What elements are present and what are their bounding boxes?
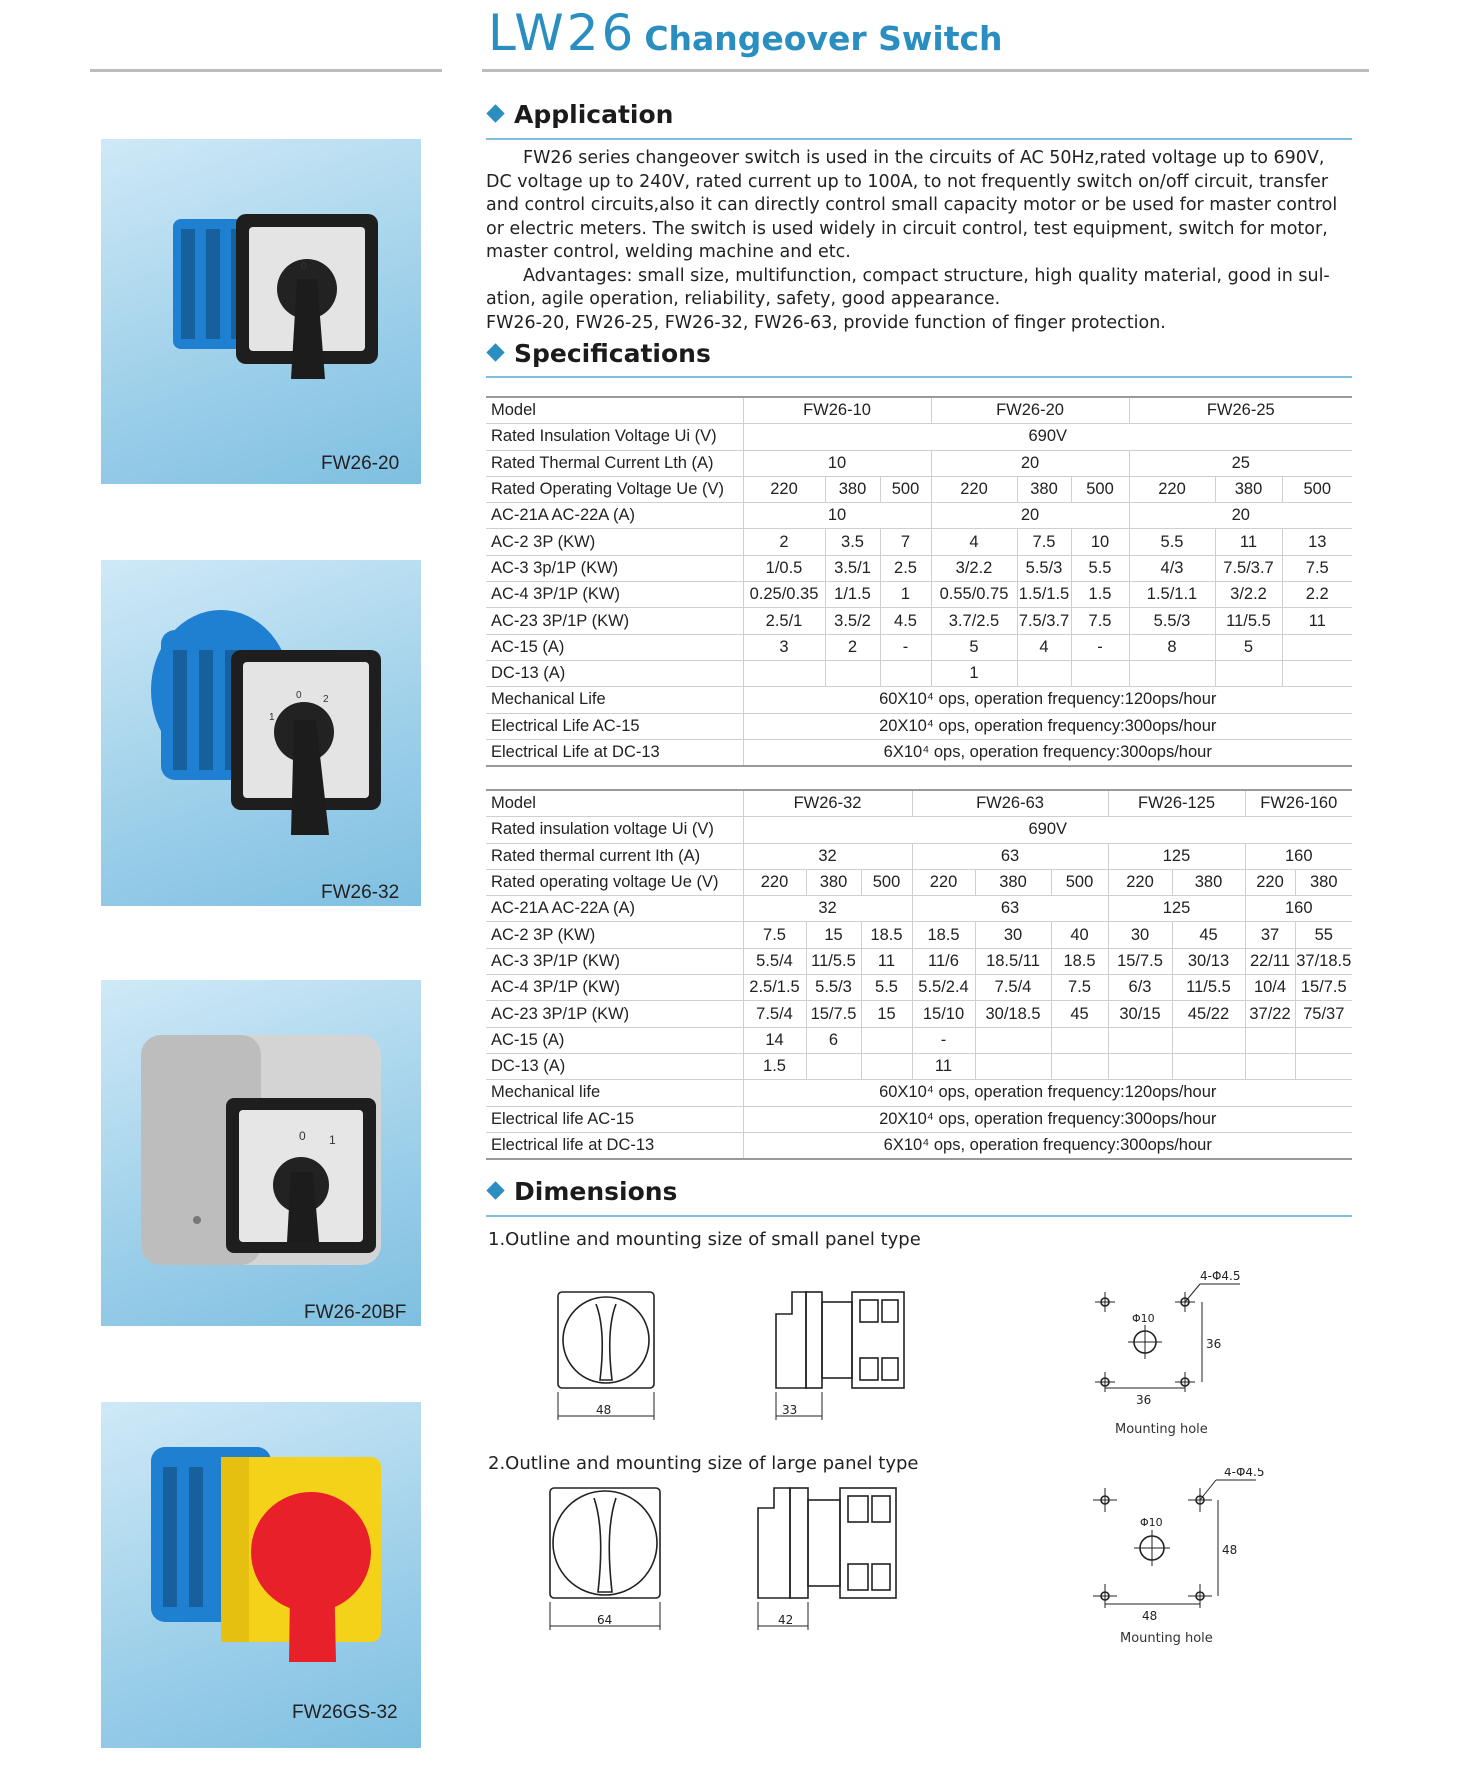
spec-value-cell: 6/3	[1108, 975, 1172, 1001]
svg-text:1: 1	[269, 712, 275, 723]
spec-value-cell: 5.5/4	[743, 948, 806, 974]
spec-row	[486, 869, 1352, 895]
spec-value-cell: 45/22	[1172, 1001, 1245, 1027]
spec-value-cell: 40	[1051, 922, 1108, 948]
spec-row	[486, 1106, 1352, 1132]
spec-row	[486, 608, 1352, 634]
spec-value-cell: 30	[1108, 922, 1172, 948]
header-rule-left	[90, 69, 442, 72]
spec-value-cell: 20	[931, 503, 1129, 529]
spec-row-label: AC-4 3P/1P (KW)	[486, 582, 743, 608]
spec-row-label: Rated Thermal Current Lth (A)	[486, 450, 743, 476]
spec-row-label: Model	[486, 397, 743, 424]
spec-value-cell: 11/5.5	[806, 948, 861, 974]
spec-value-cell: 500	[1071, 476, 1129, 502]
spec-value-cell: 11/6	[912, 948, 975, 974]
svg-text:0: 0	[301, 261, 307, 272]
spec-value-cell: 13	[1282, 529, 1352, 555]
spec-value-cell	[1051, 1053, 1108, 1079]
spec-value-cell: 380	[1017, 476, 1071, 502]
large-panel-drawings	[540, 1468, 1340, 1648]
switch-illustration	[101, 560, 421, 906]
spec-value-cell: 75/37	[1295, 1001, 1352, 1027]
paragraph-line: master control, welding machine and etc.	[486, 242, 851, 262]
spec-value-cell: 220	[1108, 869, 1172, 895]
spec-value-cell: 220	[743, 869, 806, 895]
dim-label: Φ10	[1140, 1516, 1163, 1529]
spec-value-cell: 4	[1017, 634, 1071, 660]
spec-value-cell: 7.5	[1282, 555, 1352, 581]
spec-row-label: Rated insulation voltage Ui (V)	[486, 817, 743, 843]
spec-row-label: Electrical Life at DC-13	[486, 739, 743, 766]
title-code: LW26	[488, 4, 637, 62]
spec-table-1	[486, 396, 1352, 767]
spec-row-label: Rated Operating Voltage Ue (V)	[486, 476, 743, 502]
spec-value-cell: 32	[743, 843, 912, 869]
spec-value-cell: 5.5	[1071, 555, 1129, 581]
spec-row	[486, 790, 1352, 817]
spec-value-cell	[1051, 1027, 1108, 1053]
spec-value-cell: 15	[861, 1001, 912, 1027]
product-photo-fw26-32	[101, 560, 421, 906]
spec-value-cell	[1071, 660, 1129, 686]
spec-value-cell: 500	[1051, 869, 1108, 895]
section-rule	[486, 1215, 1352, 1217]
spec-value-cell: 1.5/1.5	[1017, 582, 1071, 608]
spec-value-cell: 5.5	[861, 975, 912, 1001]
spec-row-label: Mechanical Life	[486, 687, 743, 713]
spec-value-cell: 30	[975, 922, 1051, 948]
mounting-hole-caption: Mounting hole	[1120, 1631, 1213, 1646]
spec-value-cell: 380	[1295, 869, 1352, 895]
spec-value-cell: 7.5/3.7	[1215, 555, 1282, 581]
spec-value-cell: 380	[825, 476, 880, 502]
product-caption: FW26-20	[321, 453, 400, 474]
spec-value-cell: 32	[743, 896, 912, 922]
product-caption: FW26-32	[321, 882, 400, 903]
section-heading: Specifications	[514, 339, 711, 368]
spec-row-label: AC-23 3P/1P (KW)	[486, 608, 743, 634]
spec-value-cell: 4	[931, 529, 1017, 555]
title-name: Changeover Switch	[644, 19, 1003, 58]
spec-value-cell: 0.25/0.35	[743, 582, 825, 608]
spec-value-cell: 500	[1282, 476, 1352, 502]
spec-value-cell: 15/10	[912, 1001, 975, 1027]
spec-value-cell: 15	[806, 922, 861, 948]
spec-value-cell: 220	[1245, 869, 1295, 895]
spec-value-cell: 0.55/0.75	[931, 582, 1017, 608]
spec-value-cell: 3.5	[825, 529, 880, 555]
spec-value-cell: 11	[912, 1053, 975, 1079]
svg-text:0: 0	[299, 1129, 306, 1143]
mounting-hole-caption: Mounting hole	[1115, 1422, 1208, 1437]
spec-row	[486, 450, 1352, 476]
spec-value-cell: 45	[1172, 922, 1245, 948]
spec-value-cell: 7.5	[1071, 608, 1129, 634]
spec-value-cell: 220	[931, 476, 1017, 502]
spec-value-cell: 18.5	[861, 922, 912, 948]
spec-value-cell: 7.5	[743, 922, 806, 948]
spec-value-cell: 11	[861, 948, 912, 974]
spec-value-cell	[1017, 660, 1071, 686]
spec-value-cell	[806, 1053, 861, 1079]
spec-row	[486, 1001, 1352, 1027]
spec-row-label: AC-21A AC-22A (A)	[486, 503, 743, 529]
spec-value-cell	[1245, 1027, 1295, 1053]
spec-value-cell: 10	[743, 450, 931, 476]
spec-value-cell	[861, 1027, 912, 1053]
spec-value-cell	[1172, 1053, 1245, 1079]
switch-illustration	[101, 139, 421, 484]
spec-row-label: AC-3 3p/1P (KW)	[486, 555, 743, 581]
spec-value-cell: 380	[1215, 476, 1282, 502]
spec-value-cell: 4/3	[1129, 555, 1215, 581]
spec-value-cell: 2	[743, 529, 825, 555]
dim-label: 36	[1206, 1337, 1222, 1351]
paragraph-line: ation, agile operation, reliability, safety, good appearance.	[486, 289, 1001, 309]
product-photo-fw26-20	[101, 139, 421, 484]
spec-value-cell: -	[1071, 634, 1129, 660]
spec-value-cell: 7.5/4	[743, 1001, 806, 1027]
spec-row	[486, 687, 1352, 713]
dimension-title-large: 2.Outline and mounting size of large panel type	[488, 1453, 919, 1474]
spec-row-label: Model	[486, 790, 743, 817]
spec-row	[486, 529, 1352, 555]
spec-value-cell	[1108, 1053, 1172, 1079]
spec-row	[486, 713, 1352, 739]
spec-value-cell: 160	[1245, 843, 1352, 869]
spec-value-cell: 11	[1215, 529, 1282, 555]
spec-value-cell: 45	[1051, 1001, 1108, 1027]
spec-row	[486, 817, 1352, 843]
spec-row	[486, 582, 1352, 608]
paragraph-line: FW26 series changeover switch is used in the circuits of AC 50Hz,rated voltage up to 690V,	[523, 148, 1325, 168]
spec-value-cell: 5.5/3	[806, 975, 861, 1001]
spec-row-label: Electrical Life AC-15	[486, 713, 743, 739]
spec-row-label: AC-15 (A)	[486, 634, 743, 660]
spec-value-cell	[1129, 660, 1215, 686]
spec-value-cell: 3.5/1	[825, 555, 880, 581]
spec-row	[486, 397, 1352, 424]
spec-value-cell: 60X10⁴ ops, operation frequency:120ops/hour	[743, 687, 1352, 713]
spec-value-cell: 30/13	[1172, 948, 1245, 974]
spec-value-cell: 6X10⁴ ops, operation frequency:300ops/hour	[743, 739, 1352, 766]
spec-row	[486, 922, 1352, 948]
spec-value-cell: 7.5/3.7	[1017, 608, 1071, 634]
spec-value-cell	[1245, 1053, 1295, 1079]
spec-value-cell: 11/5.5	[1172, 975, 1245, 1001]
spec-value-cell: 1/1.5	[825, 582, 880, 608]
spec-row	[486, 948, 1352, 974]
spec-row	[486, 1053, 1352, 1079]
switch-illustration	[101, 980, 421, 1326]
spec-row-label: Electrical life AC-15	[486, 1106, 743, 1132]
spec-row	[486, 739, 1352, 766]
spec-value-cell: 7	[880, 529, 931, 555]
spec-value-cell: 5	[931, 634, 1017, 660]
spec-value-cell: 20X10⁴ ops, operation frequency:300ops/hour	[743, 713, 1352, 739]
spec-row-label: AC-3 3P/1P (KW)	[486, 948, 743, 974]
spec-row-label: AC-4 3P/1P (KW)	[486, 975, 743, 1001]
spec-value-cell: 11/5.5	[1215, 608, 1282, 634]
spec-row-label: AC-21A AC-22A (A)	[486, 896, 743, 922]
spec-value-cell: 18.5	[1051, 948, 1108, 974]
spec-row-label: Rated thermal current Ith (A)	[486, 843, 743, 869]
spec-row-label: Mechanical life	[486, 1080, 743, 1106]
spec-row	[486, 843, 1352, 869]
diamond-icon	[486, 343, 504, 361]
model-header-cell: FW26-20	[931, 397, 1129, 424]
spec-value-cell: 10/4	[1245, 975, 1295, 1001]
spec-value-cell	[975, 1053, 1051, 1079]
spec-row	[486, 424, 1352, 450]
spec-value-cell: 5.5/2.4	[912, 975, 975, 1001]
spec-value-cell: 20X10⁴ ops, operation frequency:300ops/hour	[743, 1106, 1352, 1132]
dim-label: 64	[597, 1613, 613, 1627]
dim-label: 4-Φ4.5	[1224, 1468, 1265, 1479]
spec-value-cell: 5.5/3	[1129, 608, 1215, 634]
spec-row-label: DC-13 (A)	[486, 1053, 743, 1079]
spec-value-cell: 2.5	[880, 555, 931, 581]
spec-value-cell	[975, 1027, 1051, 1053]
paragraph-line: and control circuits,also it can directly control small capacity motor or be used for master control	[486, 195, 1338, 215]
spec-value-cell: 18.5	[912, 922, 975, 948]
spec-value-cell: 5	[1215, 634, 1282, 660]
spec-value-cell: 1	[931, 660, 1017, 686]
spec-value-cell: 380	[975, 869, 1051, 895]
spec-value-cell: 15/7.5	[1295, 975, 1352, 1001]
spec-row-label: DC-13 (A)	[486, 660, 743, 686]
spec-value-cell: 380	[1172, 869, 1245, 895]
spec-value-cell: 15/7.5	[806, 1001, 861, 1027]
dim-label: 42	[778, 1613, 794, 1627]
spec-value-cell: 125	[1108, 896, 1245, 922]
spec-row	[486, 1027, 1352, 1053]
dim-label: 36	[1136, 1393, 1152, 1407]
spec-value-cell: 4.5	[880, 608, 931, 634]
spec-row	[486, 975, 1352, 1001]
spec-value-cell: 3.7/2.5	[931, 608, 1017, 634]
dim-label: 48	[596, 1403, 612, 1417]
small-panel-drawings	[540, 1270, 1340, 1450]
section-rule	[486, 138, 1352, 140]
page-title	[488, 4, 1003, 64]
spec-row-label: AC-15 (A)	[486, 1027, 743, 1053]
svg-text:0: 0	[296, 690, 302, 701]
spec-value-cell	[1295, 1053, 1352, 1079]
spec-value-cell: 500	[861, 869, 912, 895]
spec-value-cell: 7.5	[1051, 975, 1108, 1001]
spec-value-cell	[1282, 660, 1352, 686]
spec-value-cell: 63	[912, 843, 1108, 869]
spec-row-label: Electrical life at DC-13	[486, 1132, 743, 1159]
dim-label: Φ10	[1132, 1312, 1155, 1325]
spec-row	[486, 476, 1352, 502]
spec-value-cell: 3	[743, 634, 825, 660]
spec-value-cell	[743, 660, 825, 686]
spec-value-cell: 690V	[743, 424, 1352, 450]
spec-row	[486, 1080, 1352, 1106]
spec-value-cell: 7.5	[1017, 529, 1071, 555]
spec-value-cell: 160	[1245, 896, 1352, 922]
spec-value-cell: 500	[880, 476, 931, 502]
spec-value-cell: 2.5/1.5	[743, 975, 806, 1001]
dimension-title-small: 1.Outline and mounting size of small panel type	[488, 1229, 921, 1250]
spec-value-cell: 6	[806, 1027, 861, 1053]
spec-value-cell: 1.5/1.1	[1129, 582, 1215, 608]
model-header-cell: FW26-125	[1108, 790, 1245, 817]
spec-value-cell: 30/18.5	[975, 1001, 1051, 1027]
spec-row-label: AC-2 3P (KW)	[486, 529, 743, 555]
header-rule-right	[482, 69, 1369, 72]
spec-value-cell: 25	[1129, 450, 1352, 476]
spec-value-cell: 55	[1295, 922, 1352, 948]
spec-value-cell: 15/7.5	[1108, 948, 1172, 974]
spec-value-cell: 14	[743, 1027, 806, 1053]
paragraph-line: Advantages: small size, multifunction, compact structure, high quality material, good in sul-	[523, 265, 1330, 286]
spec-value-cell	[880, 660, 931, 686]
section-heading: Dimensions	[514, 1177, 678, 1206]
spec-value-cell: 20	[1129, 503, 1352, 529]
dim-label: 48	[1142, 1609, 1158, 1623]
spec-value-cell: 8	[1129, 634, 1215, 660]
spec-value-cell: 220	[912, 869, 975, 895]
model-header-cell: FW26-25	[1129, 397, 1352, 424]
spec-value-cell: 220	[1129, 476, 1215, 502]
dim-label: 48	[1222, 1543, 1238, 1557]
spec-value-cell: 1/0.5	[743, 555, 825, 581]
paragraph-line: FW26-20, FW26-25, FW26-32, FW26-63, provide function of finger protection.	[486, 312, 1166, 333]
spec-value-cell: 125	[1108, 843, 1245, 869]
spec-value-cell: 10	[1071, 529, 1129, 555]
spec-value-cell: -	[912, 1027, 975, 1053]
spec-row	[486, 634, 1352, 660]
spec-row	[486, 555, 1352, 581]
dim-label: 4-Φ4.5	[1200, 1270, 1241, 1283]
spec-value-cell: 1.5	[743, 1053, 806, 1079]
spec-value-cell: -	[880, 634, 931, 660]
spec-value-cell: 30/15	[1108, 1001, 1172, 1027]
spec-value-cell	[1295, 1027, 1352, 1053]
application-text	[486, 147, 1356, 335]
spec-value-cell: 3.5/2	[825, 608, 880, 634]
spec-value-cell: 5.5	[1129, 529, 1215, 555]
spec-row-label: AC-23 3P/1P (KW)	[486, 1001, 743, 1027]
spec-value-cell: 37/18.5	[1295, 948, 1352, 974]
svg-text:1: 1	[329, 1133, 336, 1147]
spec-value-cell: 220	[743, 476, 825, 502]
product-photo-fw26-20bf	[101, 980, 421, 1326]
model-header-cell: FW26-160	[1245, 790, 1352, 817]
section-heading: Application	[514, 100, 674, 129]
spec-value-cell: 7.5/4	[975, 975, 1051, 1001]
spec-value-cell: 5.5/3	[1017, 555, 1071, 581]
diamond-icon	[486, 104, 504, 122]
model-header-cell: FW26-32	[743, 790, 912, 817]
spec-value-cell: 63	[912, 896, 1108, 922]
spec-value-cell	[1215, 660, 1282, 686]
spec-value-cell: 3/2.2	[1215, 582, 1282, 608]
spec-value-cell: 1.5	[1071, 582, 1129, 608]
spec-value-cell: 2.2	[1282, 582, 1352, 608]
model-header-cell: FW26-10	[743, 397, 931, 424]
spec-value-cell: 2	[825, 634, 880, 660]
spec-row-label: Rated operating voltage Ue (V)	[486, 869, 743, 895]
spec-value-cell	[1172, 1027, 1245, 1053]
spec-value-cell: 11	[1282, 608, 1352, 634]
spec-row	[486, 660, 1352, 686]
spec-value-cell	[1108, 1027, 1172, 1053]
section-application	[486, 100, 673, 129]
spec-row	[486, 1132, 1352, 1159]
spec-value-cell: 37/22	[1245, 1001, 1295, 1027]
section-specifications	[486, 339, 711, 368]
spec-row	[486, 896, 1352, 922]
spec-row-label: Rated Insulation Voltage Ui (V)	[486, 424, 743, 450]
spec-value-cell: 690V	[743, 817, 1352, 843]
spec-value-cell: 20	[931, 450, 1129, 476]
model-header-cell: FW26-63	[912, 790, 1108, 817]
spec-value-cell: 22/11	[1245, 948, 1295, 974]
switch-illustration	[101, 1402, 421, 1748]
spec-table-2	[486, 789, 1352, 1160]
paragraph-line: DC voltage up to 240V, rated current up to 100A, to not frequently switch on/off circuit, transfer	[486, 171, 1329, 192]
section-rule	[486, 376, 1352, 378]
spec-value-cell: 3/2.2	[931, 555, 1017, 581]
diamond-icon	[486, 1181, 504, 1199]
product-photo-fw26gs-32	[101, 1402, 421, 1748]
spec-value-cell	[825, 660, 880, 686]
spec-value-cell: 18.5/11	[975, 948, 1051, 974]
spec-value-cell	[1282, 634, 1352, 660]
svg-text:2: 2	[323, 694, 329, 705]
spec-row	[486, 503, 1352, 529]
spec-value-cell: 2.5/1	[743, 608, 825, 634]
paragraph-line: or electric meters. The switch is used widely in circuit control, test equipment, switch for motor,	[486, 218, 1328, 239]
spec-value-cell: 1	[880, 582, 931, 608]
spec-row-label: AC-2 3P (KW)	[486, 922, 743, 948]
spec-value-cell	[861, 1053, 912, 1079]
product-caption: FW26-20BF	[304, 1302, 407, 1323]
dim-label: 33	[782, 1403, 798, 1417]
spec-value-cell: 6X10⁴ ops, operation frequency:300ops/hour	[743, 1132, 1352, 1159]
spec-value-cell: 10	[743, 503, 931, 529]
spec-value-cell: 37	[1245, 922, 1295, 948]
section-dimensions	[486, 1177, 677, 1206]
spec-value-cell: 380	[806, 869, 861, 895]
product-caption: FW26GS-32	[292, 1702, 398, 1723]
spec-value-cell: 60X10⁴ ops, operation frequency:120ops/hour	[743, 1080, 1352, 1106]
